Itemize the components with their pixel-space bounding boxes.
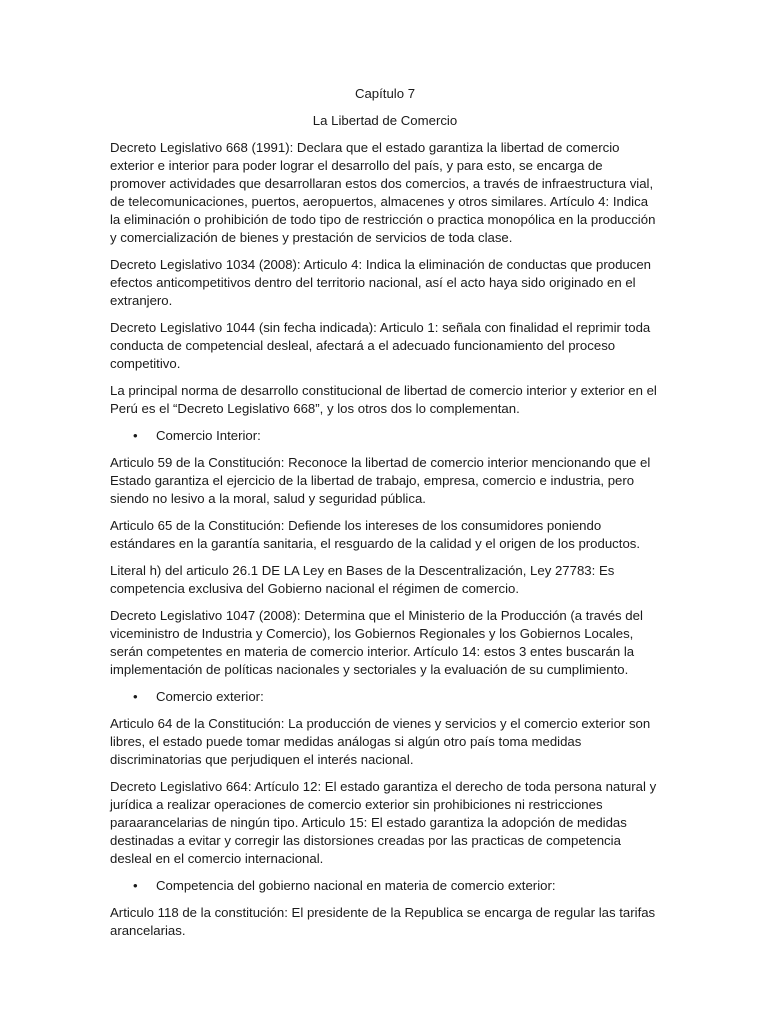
bullet-comercio-interior [110, 427, 660, 445]
paragraph-dl-668: Decreto Legislativo 668 (1991): Declara que el estado garantiza la libertad de comercio exterior e interior para poder lograr el desarrollo del país, y para esto, se encarga de promover actividades que desarrollaran estos dos comercios, a través de infraestructura vial, de telecomunicaciones, puertos, aeropuertos, almacenes y otros similares. Artículo 4: Indica la eliminación o prohibición de todo tipo de restricción o practica monopólica en la producción y comercialización de bienes y prestación de servicios de toda clase. [110, 140, 656, 245]
bullet-competencia-gobierno [110, 877, 660, 895]
document-page [110, 85, 660, 949]
paragraph-articulo-59: Articulo 59 de la Constitución: Reconoce la libertad de comercio interior mencionando que el Estado garantiza el ejercicio de la libertad de trabajo, empresa, comercio e industria, pero siendo no lesivo a la moral, salud y seguridad pública. [110, 455, 651, 506]
bullet-icon: • [133, 878, 138, 893]
paragraph-dl-1044: Decreto Legislativo 1044 (sin fecha indicada): Articulo 1: señala con finalidad el reprimir toda conducta de competencial desleal, afectará a el adecuado funcionamiento del proceso competitivo. [110, 320, 651, 371]
bullet-comercio-exterior [110, 688, 660, 706]
bullet-icon: • [133, 428, 138, 443]
paragraph-dl-1034: Decreto Legislativo 1034 (2008): Articulo 4: Indica la eliminación de conductas que producen efectos anticompetitivos dentro del territorio nacional, así el acto haya sido originado en el extranjero. [110, 257, 652, 308]
bullet-icon: • [133, 689, 138, 704]
chapter-heading: Capítulo 7 [354, 86, 416, 101]
paragraph-articulo-118: Articulo 118 de la constitución: El presidente de la Republica se encarga de regular las tarifas arancelarias. [110, 905, 656, 938]
paragraph-dl-664: Decreto Legislativo 664: Artículo 12: El estado garantiza el derecho de toda persona natural y jurídica a realizar operaciones de comercio exterior sin prohibiciones ni restricciones paraarancelarias de ningún tipo. Articulo 15: El estado garantiza la adopción de medidas destinadas a evitar y corregir las distorsiones creadas por las practicas de competencia desleal en el comercio internacional. [110, 779, 657, 866]
paragraph-articulo-65: Articulo 65 de la Constitución: Defiende los intereses de los consumidores poniendo estándares en la garantía sanitaria, el resguardo de la calidad y el origen de los productos. [110, 518, 641, 551]
bullet-label: Comercio Interior: [156, 428, 261, 443]
paragraph-dl-1047: Decreto Legislativo 1047 (2008): Determina que el Ministerio de la Producción (a través del viceministro de Industria y Comercio), los Gobiernos Regionales y los Gobiernos Locales, serán competentes en materia de comercio interior. Artículo 14: estos 3 entes buscarán la implementación de políticas nacionales y sectoriales y la evaluación de su cumplimiento. [110, 608, 643, 677]
document-title: La Libertad de Comercio [312, 113, 458, 128]
paragraph-literal-h: Literal h) del articulo 26.1 DE LA Ley en Bases de la Descentralización, Ley 27783: Es competencia exclusiva del Gobierno nacional el régimen de comercio. [110, 563, 615, 596]
paragraph-articulo-64: Articulo 64 de la Constitución: La producción de vienes y servicios y el comercio exterior son libres, el estado puede tomar medidas análogas si algún otro país toma medidas discriminatorias que perjudiquen el interés nacional. [110, 716, 651, 767]
paragraph-principal-norma: La principal norma de desarrollo constitucional de libertad de comercio interior y exterior en el Perú es el “Decreto Legislativo 668”, y los otros dos lo complementan. [110, 383, 657, 416]
bullet-label: Comercio exterior: [156, 689, 264, 704]
bullet-label: Competencia del gobierno nacional en materia de comercio exterior: [156, 878, 556, 893]
